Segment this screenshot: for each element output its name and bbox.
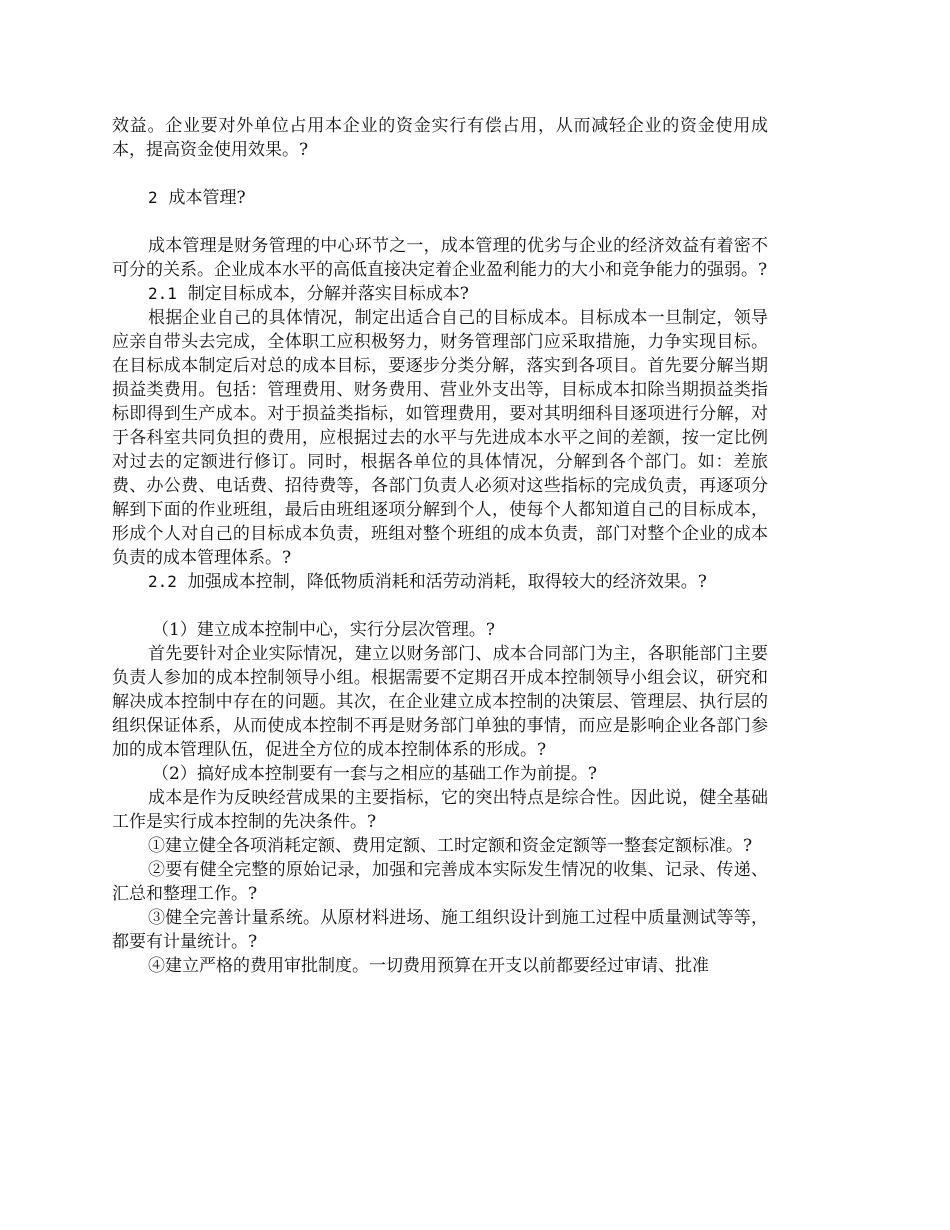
- paragraph-target-cost: 根据企业自己的具体情况，制定出适合自己的目标成本。目标成本一旦制定，领导应亲自带头去完成，全体职工应积极努力，财务管理部门应采取措施，力争实现目标。在目标成本制定后对总的成本目标，要逐步分类分解，落实到各项目。首先要分解当期损益类费用。包括：管理费用、财务费用、营业外支出等，目标成本扣除当期损益类指标即得到生产成本。对于损益类指标，如管理费用，要对其明细科目逐项进行分解，对于各科室共同负担的费用，应根据过去的水平与先进成本水平之间的差额，按一定比例对过去的定额进行修订。同时，根据各单位的具体情况，分解到各个部门。如：差旅费、办公费、电话费、招待费等，各部门负责人必须对这些指标的完成负责，再逐项分解到下面的作业班组，最后由班组逐项分解到个人，使每个人都知道自己的目标成本，形成个人对自己的目标成本负责，班组对整个班组的成本负责，部门对整个企业的成本负责的成本管理体系。?: [112, 308, 768, 568]
- section-number: 2.1: [148, 284, 177, 303]
- paragraph-intro: 效益。企业要对外单位占用本企业的资金实行有偿占用，从而减轻企业的资金使用成本，提高资金使用效果。?: [112, 116, 768, 160]
- list-item-2: ②要有健全完整的原始记录，加强和完善成本实际发生情况的收集、记录、传递、汇总和整理工作。?: [112, 860, 768, 904]
- paragraph-control-center: 首先要针对企业实际情况，建立以财务部门、成本合同部门为主，各职能部门主要负责人参加的成本控制领导小组。根据需要不定期召开成本控制领导小组会议，研究和解决成本控制中存在的问题。其次，在企业建立成本控制的决策层、管理层、执行层的组织保证体系，从而使成本控制不再是财务部门单独的事情，而应是影响企业各部门参加的成本管理队伍，促进全方位的成本控制体系的形成。?: [112, 644, 768, 760]
- paragraph-basic-work: 成本是作为反映经营成果的主要指标，它的突出特点是综合性。因此说，健全基础工作是实行成本控制的先决条件。?: [112, 788, 768, 832]
- document-body: [112, 114, 768, 978]
- section-title: 制定目标成本，分解并落实目标成本?: [187, 284, 469, 304]
- section-heading-2-1: [112, 282, 768, 306]
- subheading-1: （1）建立成本控制中心，实行分层次管理。?: [152, 620, 495, 640]
- section-number: 2.2: [148, 572, 177, 591]
- section-heading-2-2: [112, 570, 768, 594]
- paragraph-cost-management: 成本管理是财务管理的中心环节之一，成本管理的优劣与企业的经济效益有着密不可分的关系。企业成本水平的高低直接决定着企业盈利能力的大小和竞争能力的强弱。?: [112, 236, 768, 280]
- list-item-3: ③健全完善计量系统。从原材料进场、施工组织设计到施工过程中质量测试等等，都要有计量统计。?: [112, 908, 768, 952]
- subheading-2: （2）搞好成本控制要有一套与之相应的基础工作为前提。?: [152, 764, 597, 784]
- section-title: 成本管理?: [168, 188, 246, 208]
- list-item-4: ④建立严格的费用审批制度。一切费用预算在开支以前都要经过审请、批准: [148, 956, 709, 976]
- section-heading-2: [112, 186, 768, 210]
- section-title: 加强成本控制，降低物质消耗和活劳动消耗，取得较大的经济效果。?: [187, 572, 707, 592]
- section-number: 2: [148, 188, 158, 207]
- list-item-1: ①建立健全各项消耗定额、费用定额、工时定额和资金定额等一整套定额标准。?: [148, 836, 753, 856]
